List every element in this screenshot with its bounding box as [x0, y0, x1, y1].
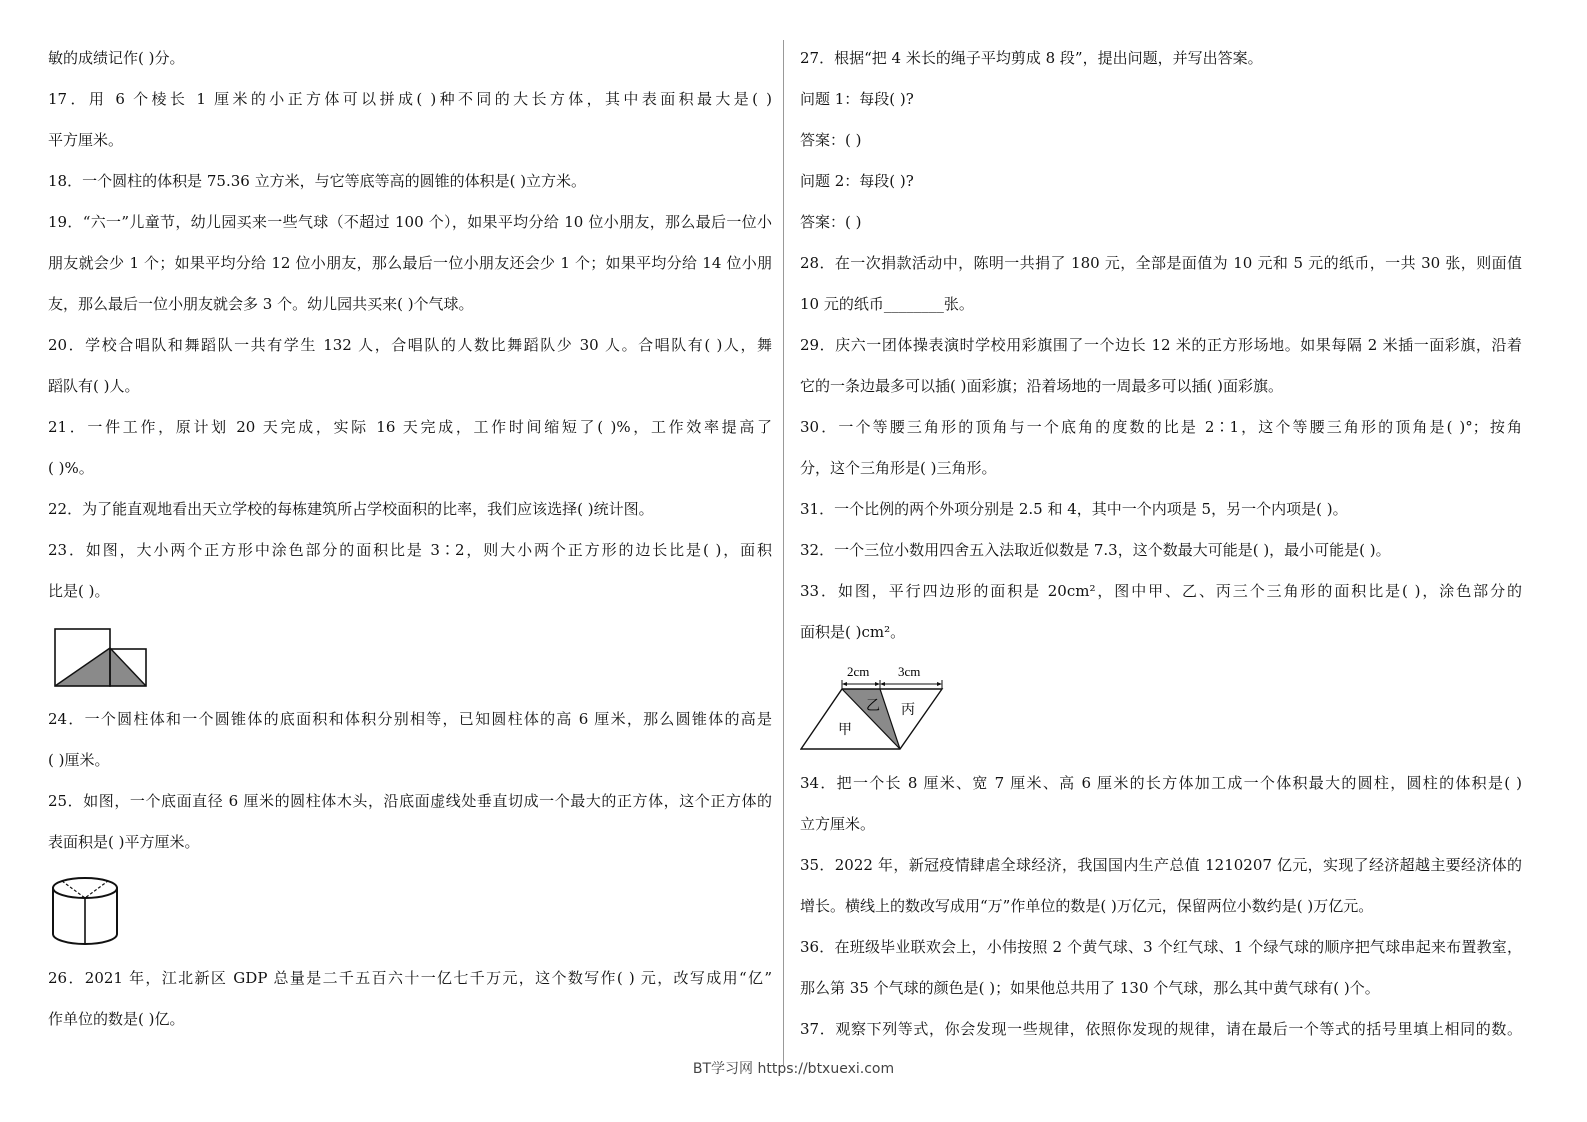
question-22: 22．为了能直观地看出天立学校的每栋建筑所占学校面积的比率，我们应该选择( )统计图。 — [48, 500, 654, 518]
question-34-line2: 立方厘米。 — [800, 815, 876, 833]
question-27-q2: 问题 2：每段( )? — [800, 172, 914, 190]
question-26-line1: 26．2021 年，江北新区 GDP 总量是二千五百六十一亿七千万元，这个数写作( ) 元，改写成用“亿” — [48, 969, 772, 987]
left-column — [48, 0, 772, 1062]
question-33-line2: 面积是( )cm²。 — [800, 623, 906, 641]
question-18: 18．一个圆柱的体积是 75.36 立方米，与它等底等高的圆锥的体积是( )立方米。 — [48, 172, 587, 190]
question-32: 32．一个三位小数用四舍五入法取近似数是 7.3，这个数最大可能是( )，最小可能是( )。 — [800, 541, 1391, 559]
question-23-line1: 23．如图，大小两个正方形中涂色部分的面积比是 3∶2，则大小两个正方形的边长比是( )，面积 — [48, 541, 772, 559]
column-divider — [783, 40, 784, 1065]
label-jia: 甲 — [838, 722, 852, 738]
question-31: 31．一个比例的两个外项分别是 2.5 和 4，其中一个内项是 5，另一个内项是( )。 — [800, 500, 1348, 518]
question-28-line2: 10 元的纸币________张。 — [800, 295, 974, 313]
question-17-line2: 平方厘米。 — [48, 131, 124, 149]
question-19-line1: 19．“六一”儿童节，幼儿园买来一些气球（不超过 100 个），如果平均分给 10 位小朋友，那么最后一位小 — [48, 213, 772, 231]
parallelogram-figure — [800, 660, 950, 752]
label-bing: 丙 — [901, 702, 915, 718]
label-yi: 乙 — [866, 698, 880, 714]
question-27-q1: 问题 1：每段( )? — [800, 90, 914, 108]
question-33-line1: 33．如图，平行四边形的面积是 20cm²，图中甲、乙、丙三个三角形的面积比是( )，涂色部分的 — [800, 582, 1522, 600]
question-27-a1: 答案：( ) — [800, 131, 862, 149]
question-35-line1: 35．2022 年，新冠疫情肆虐全球经济，我国国内生产总值 1210207 亿元，实现了经济超越主要经济体的 — [800, 856, 1522, 874]
text-line: 敏的成绩记作( )分。 — [48, 49, 185, 67]
question-29-line1: 29．庆六一团体操表演时学校用彩旗围了一个边长 12 米的正方形场地。如果每隔 2 米插一面彩旗，沿着 — [800, 336, 1522, 354]
question-17-line1: 17．用 6 个棱长 1 厘米的小正方体可以拼成( )种不同的大长方体，其中表面积最大是( ) — [48, 90, 772, 108]
question-20-line1: 20．学校合唱队和舞蹈队一共有学生 132 人，合唱队的人数比舞蹈队少 30 人。合唱队有( )人，舞 — [48, 336, 772, 354]
question-25-line1: 25．如图，一个底面直径 6 厘米的圆柱体木头，沿底面虚线处垂直切成一个最大的正方体，这个正方体的 — [48, 792, 772, 810]
question-37: 37．观察下列等式，你会发现一些规律，依照你发现的规律，请在最后一个等式的括号里填上相同的数。 — [800, 1020, 1522, 1038]
question-35-line2: 增长。横线上的数改写成用“万”作单位的数是( )万亿元，保留两位小数约是( )万亿元。 — [800, 897, 1374, 915]
question-30-line2: 分，这个三角形是( )三角形。 — [800, 459, 997, 477]
question-24-line2: ( )厘米。 — [48, 751, 110, 769]
question-36-line1: 36．在班级毕业联欢会上，小伟按照 2 个黄气球、3 个红气球、1 个绿气球的顺序把气球串起来布置教室， — [800, 938, 1522, 956]
question-29-line2: 它的一条边最多可以插( )面彩旗；沿着场地的一周最多可以插( )面彩旗。 — [800, 377, 1283, 395]
question-21-line2: ( )%。 — [48, 459, 94, 477]
question-36-line2: 那么第 35 个气球的颜色是( )；如果他总共用了 130 个气球，那么其中黄气球有( )个。 — [800, 979, 1380, 997]
question-26-line2: 作单位的数是( )亿。 — [48, 1010, 185, 1028]
question-30-line1: 30．一个等腰三角形的顶角与一个底角的度数的比是 2∶1，这个等腰三角形的顶角是( )°；按角 — [800, 418, 1522, 436]
question-21-line1: 21．一件工作，原计划 20 天完成，实际 16 天完成，工作时间缩短了( )%，工作效率提高了 — [48, 418, 772, 436]
question-19-line3: 友，那么最后一位小朋友就会多 3 个。幼儿园共买来( )个气球。 — [48, 295, 474, 313]
question-27: 27．根据“把 4 米长的绳子平均剪成 8 段”，提出问题，并写出答案。 — [800, 49, 1263, 67]
question-28-line1: 28．在一次捐款活动中，陈明一共捐了 180 元，全部是面值为 10 元和 5 元的纸币，一共 30 张，则面值 — [800, 254, 1522, 272]
question-25-line2: 表面积是( )平方厘米。 — [48, 833, 200, 851]
cylinder-figure — [50, 876, 120, 948]
question-24-line1: 24．一个圆柱体和一个圆锥体的底面积和体积分别相等，已知圆柱体的高 6 厘米，那么圆锥体的高是 — [48, 710, 772, 728]
two-squares-figure — [54, 628, 150, 688]
footer-watermark: BT学习网 https://btxuexi.com — [692, 1061, 895, 1077]
question-19-line2: 朋友就会少 1 个；如果平均分给 12 位小朋友，那么最后一位小朋友还会少 1 个；如果平均分给 14 位小朋 — [48, 254, 772, 272]
question-27-a2: 答案：( ) — [800, 213, 862, 231]
question-34-line1: 34．把一个长 8 厘米、宽 7 厘米、高 6 厘米的长方体加工成一个体积最大的圆柱，圆柱的体积是( ) — [800, 774, 1522, 792]
question-20-line2: 蹈队有( )人。 — [48, 377, 140, 395]
question-23-line2: 比是( )。 — [48, 582, 110, 600]
right-column — [800, 0, 1522, 1062]
shaded-triangle — [55, 648, 146, 686]
label-2cm: 2cm — [847, 664, 870, 679]
label-3cm: 3cm — [898, 664, 921, 679]
